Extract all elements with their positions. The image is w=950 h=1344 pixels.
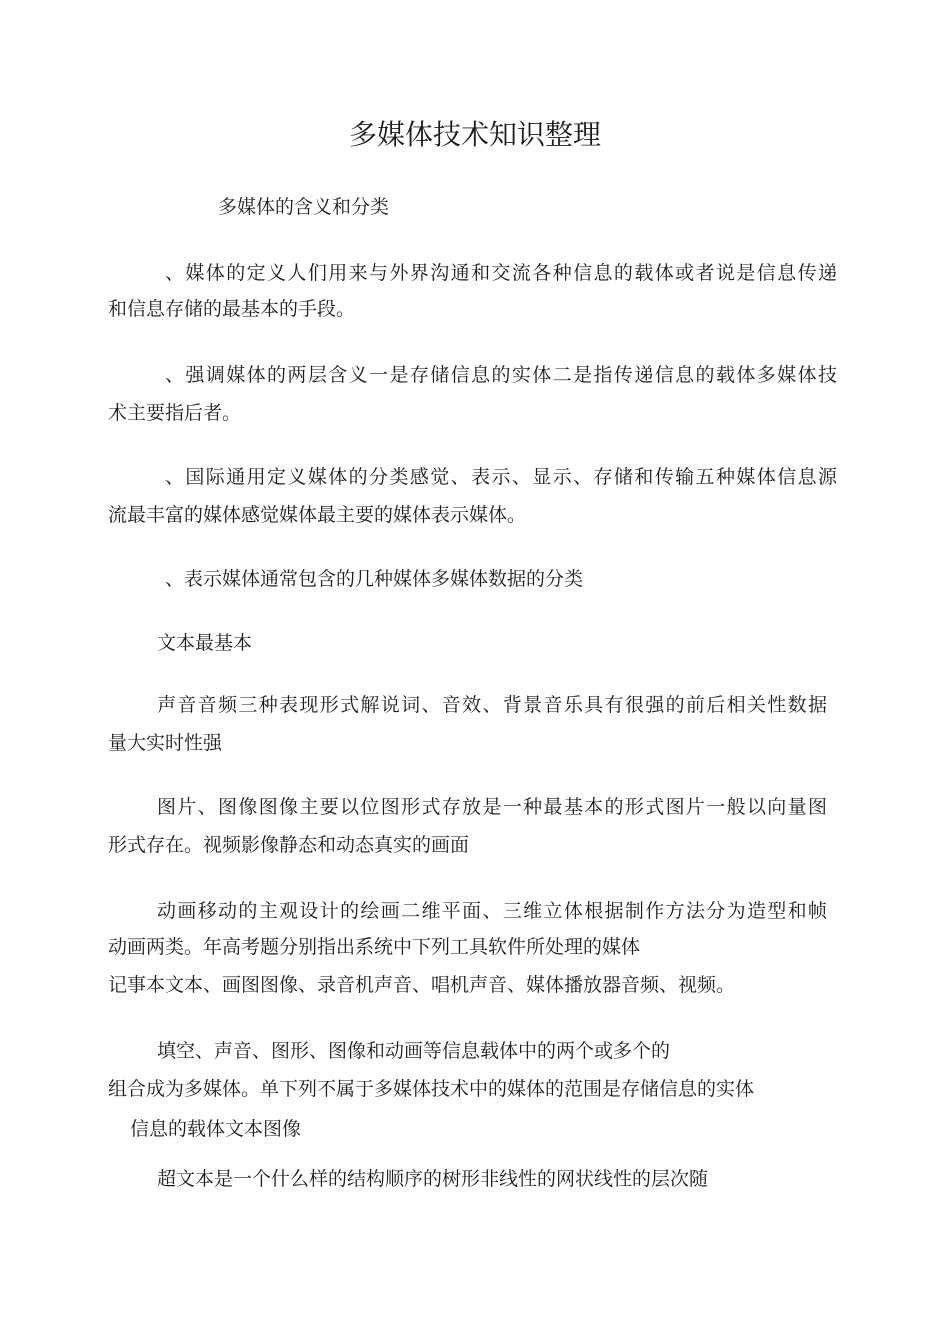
paragraph-line: 术主要指后者。 <box>108 402 242 424</box>
paragraph-line: 动画移动的主观设计的绘画二维平面、三维立体根据制作方法分为造型和帧 <box>157 900 827 922</box>
paragraph-line: 量大实时性强 <box>108 732 223 754</box>
paragraph-line: 文本最基本 <box>157 632 253 654</box>
paragraph-line: 、媒体的定义人们用来与外界沟通和交流各种信息的载体或者说是信息传递 <box>165 262 837 284</box>
paragraph-line: 形式存在。视频影像静态和动态真实的画面 <box>108 834 470 856</box>
paragraph-line: 超文本是一个什么样的结构顺序的树形非线性的网状线性的层次随 <box>157 1168 709 1190</box>
paragraph-line: 、强调媒体的两层含义一是存储信息的实体二是指传递信息的载体多媒体技 <box>165 364 837 386</box>
paragraph-line: 图片、图像图像主要以位图形式存放是一种最基本的形式图片一般以向量图 <box>157 796 827 818</box>
paragraph-line: 和信息存储的最基本的手段。 <box>108 298 356 320</box>
paragraph-line: 流最丰富的媒体感觉媒体最主要的媒体表示媒体。 <box>108 504 527 526</box>
section-heading: 多媒体的含义和分类 <box>218 196 390 218</box>
paragraph-line: 声音音频三种表现形式解说词、音效、背景音乐具有很强的前后相关性数据 <box>157 694 827 716</box>
document-title: 多媒体技术知识整理 <box>348 118 601 151</box>
paragraph-line: 组合成为多媒体。单下列不属于多媒体技术中的媒体的范围是存储信息的实体 <box>108 1078 755 1100</box>
paragraph-line: 、表示媒体通常包含的几种媒体多媒体数据的分类 <box>165 568 584 590</box>
paragraph-line: 动画两类。年高考题分别指出系统中下列工具软件所处理的媒体 <box>108 936 641 958</box>
paragraph-line: 信息的载体文本图像 <box>130 1118 302 1140</box>
paragraph-line: 记事本文本、画图图像、录音机声音、唱机声音、媒体播放器音频、视频。 <box>108 974 736 996</box>
paragraph-line: 填空、声音、图形、图像和动画等信息载体中的两个或多个的 <box>157 1040 671 1062</box>
paragraph-line: 、国际通用定义媒体的分类感觉、表示、显示、存储和传输五种媒体信息源 <box>165 466 837 488</box>
